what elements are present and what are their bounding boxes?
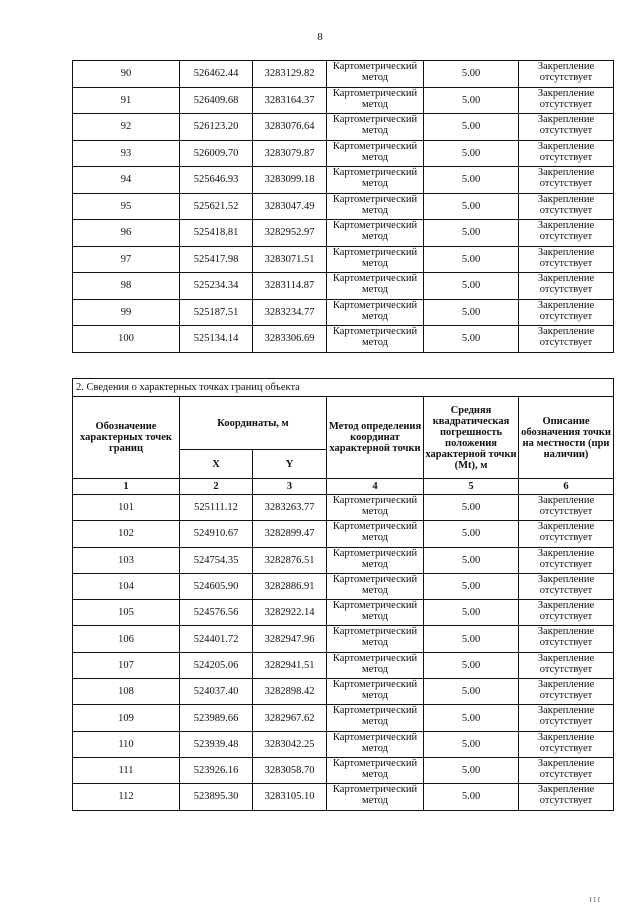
accuracy-cell: 5.00: [424, 220, 519, 247]
accuracy-cell: 5.00: [424, 140, 519, 167]
y-coordinate-cell: 3283263.77: [253, 495, 327, 521]
description-cell: Закрепление отсутствует: [519, 87, 614, 114]
y-coordinate-cell: 3282952.97: [253, 220, 327, 247]
accuracy-cell: 5.00: [424, 626, 519, 652]
header-y: Y: [253, 450, 327, 479]
accuracy-cell: 5.00: [424, 246, 519, 273]
y-coordinate-cell: 3283047.49: [253, 193, 327, 220]
method-cell: Картометрический метод: [327, 679, 424, 705]
y-coordinate-cell: 3283042.25: [253, 731, 327, 757]
y-coordinate-cell: 3283079.87: [253, 140, 327, 167]
table-row: [73, 220, 614, 247]
table-row: [73, 246, 614, 273]
x-coordinate-cell: 524037.40: [180, 679, 253, 705]
column-number: 3: [253, 479, 327, 495]
accuracy-cell: 5.00: [424, 705, 519, 731]
y-coordinate-cell: 3282899.47: [253, 521, 327, 547]
x-coordinate-cell: 525646.93: [180, 167, 253, 194]
accuracy-cell: 5.00: [424, 273, 519, 300]
accuracy-cell: 5.00: [424, 495, 519, 521]
table-row: [73, 705, 614, 731]
accuracy-cell: 5.00: [424, 521, 519, 547]
description-cell: Закрепление отсутствует: [519, 652, 614, 678]
table-row: [73, 573, 614, 599]
x-coordinate-cell: 523895.30: [180, 784, 253, 810]
y-coordinate-cell: 3283306.69: [253, 326, 327, 353]
point-number-cell: 106: [73, 626, 180, 652]
y-coordinate-cell: 3282886.91: [253, 573, 327, 599]
table-row: [73, 784, 614, 810]
method-cell: Картометрический метод: [327, 600, 424, 626]
point-number-cell: 107: [73, 652, 180, 678]
table-row: [73, 652, 614, 678]
x-coordinate-cell: 525134.14: [180, 326, 253, 353]
y-coordinate-cell: 3283164.37: [253, 87, 327, 114]
point-number-cell: 92: [73, 114, 180, 141]
point-number-cell: 102: [73, 521, 180, 547]
x-coordinate-cell: 523926.16: [180, 757, 253, 783]
y-coordinate-cell: 3283076.64: [253, 114, 327, 141]
method-cell: Картометрический метод: [327, 87, 424, 114]
accuracy-cell: 5.00: [424, 652, 519, 678]
x-coordinate-cell: 524576.56: [180, 600, 253, 626]
accuracy-cell: 5.00: [424, 600, 519, 626]
header-accuracy: Средняя квадратическая погрешность положения характерной точки (Mt), м: [424, 397, 519, 479]
x-coordinate-cell: 524605.90: [180, 573, 253, 599]
point-number-cell: 105: [73, 600, 180, 626]
point-number-cell: 97: [73, 246, 180, 273]
description-cell: Закрепление отсутствует: [519, 600, 614, 626]
y-coordinate-cell: 3282922.14: [253, 600, 327, 626]
y-coordinate-cell: 3283129.82: [253, 61, 327, 88]
description-cell: Закрепление отсутствует: [519, 626, 614, 652]
x-coordinate-cell: 524910.67: [180, 521, 253, 547]
table-row: [73, 326, 614, 353]
accuracy-cell: 5.00: [424, 784, 519, 810]
boundary-points-table: [72, 378, 614, 811]
accuracy-cell: 5.00: [424, 573, 519, 599]
description-cell: Закрепление отсутствует: [519, 547, 614, 573]
method-cell: Картометрический метод: [327, 757, 424, 783]
method-cell: Картометрический метод: [327, 731, 424, 757]
method-cell: Картометрический метод: [327, 140, 424, 167]
method-cell: Картометрический метод: [327, 167, 424, 194]
description-cell: Закрепление отсутствует: [519, 299, 614, 326]
x-coordinate-cell: 525417.98: [180, 246, 253, 273]
column-number: 6: [519, 479, 614, 495]
description-cell: Закрепление отсутствует: [519, 521, 614, 547]
method-cell: Картометрический метод: [327, 626, 424, 652]
header-x: X: [180, 450, 253, 479]
description-cell: Закрепление отсутствует: [519, 61, 614, 88]
accuracy-cell: 5.00: [424, 731, 519, 757]
description-cell: Закрепление отсутствует: [519, 114, 614, 141]
y-coordinate-cell: 3283234.77: [253, 299, 327, 326]
description-cell: Закрепление отсутствует: [519, 705, 614, 731]
x-coordinate-cell: 525111.12: [180, 495, 253, 521]
y-coordinate-cell: 3282876.51: [253, 547, 327, 573]
table-row: [73, 679, 614, 705]
x-coordinate-cell: 523989.66: [180, 705, 253, 731]
y-coordinate-cell: 3283099.18: [253, 167, 327, 194]
description-cell: Закрепление отсутствует: [519, 731, 614, 757]
description-cell: Закрепление отсутствует: [519, 273, 614, 300]
table-row: [73, 626, 614, 652]
method-cell: Картометрический метод: [327, 326, 424, 353]
y-coordinate-cell: 3283114.87: [253, 273, 327, 300]
method-cell: Картометрический метод: [327, 220, 424, 247]
point-number-cell: 93: [73, 140, 180, 167]
accuracy-cell: 5.00: [424, 326, 519, 353]
y-coordinate-cell: 3282941.51: [253, 652, 327, 678]
accuracy-cell: 5.00: [424, 87, 519, 114]
accuracy-cell: 5.00: [424, 757, 519, 783]
y-coordinate-cell: 3283071.51: [253, 246, 327, 273]
point-number-cell: 98: [73, 273, 180, 300]
accuracy-cell: 5.00: [424, 299, 519, 326]
description-cell: Закрепление отсутствует: [519, 167, 614, 194]
x-coordinate-cell: 526009.70: [180, 140, 253, 167]
table-row: [73, 140, 614, 167]
table-row: [73, 731, 614, 757]
method-cell: Картометрический метод: [327, 652, 424, 678]
x-coordinate-cell: 523939.48: [180, 731, 253, 757]
accuracy-cell: 5.00: [424, 193, 519, 220]
point-number-cell: 94: [73, 167, 180, 194]
table-row: [73, 114, 614, 141]
method-cell: Картометрический метод: [327, 193, 424, 220]
point-number-cell: 112: [73, 784, 180, 810]
point-number-cell: 103: [73, 547, 180, 573]
x-coordinate-cell: 525418.81: [180, 220, 253, 247]
x-coordinate-cell: 525234.34: [180, 273, 253, 300]
footer-mark: I I I: [589, 896, 600, 904]
point-number-cell: 109: [73, 705, 180, 731]
column-number: 4: [327, 479, 424, 495]
x-coordinate-cell: 525187.51: [180, 299, 253, 326]
method-cell: Картометрический метод: [327, 573, 424, 599]
method-cell: Картометрический метод: [327, 547, 424, 573]
header-designation: Обозначение характерных точек границ: [73, 397, 180, 479]
table-row: [73, 495, 614, 521]
method-cell: Картометрический метод: [327, 114, 424, 141]
method-cell: Картометрический метод: [327, 705, 424, 731]
method-cell: Картометрический метод: [327, 61, 424, 88]
table-row: [73, 167, 614, 194]
description-cell: Закрепление отсутствует: [519, 573, 614, 599]
header-coordinates: Координаты, м: [180, 397, 327, 450]
description-cell: Закрепление отсутствует: [519, 140, 614, 167]
point-number-cell: 95: [73, 193, 180, 220]
table-row: [73, 299, 614, 326]
accuracy-cell: 5.00: [424, 679, 519, 705]
table-row: [73, 193, 614, 220]
table-row: [73, 757, 614, 783]
x-coordinate-cell: 524205.06: [180, 652, 253, 678]
column-number: 5: [424, 479, 519, 495]
x-coordinate-cell: 524401.72: [180, 626, 253, 652]
accuracy-cell: 5.00: [424, 167, 519, 194]
point-number-cell: 110: [73, 731, 180, 757]
point-number-cell: 101: [73, 495, 180, 521]
x-coordinate-cell: 526409.68: [180, 87, 253, 114]
point-number-cell: 96: [73, 220, 180, 247]
table-row: [73, 547, 614, 573]
point-number-cell: 99: [73, 299, 180, 326]
x-coordinate-cell: 524754.35: [180, 547, 253, 573]
description-cell: Закрепление отсутствует: [519, 679, 614, 705]
x-coordinate-cell: 526123.20: [180, 114, 253, 141]
x-coordinate-cell: 525621.52: [180, 193, 253, 220]
points-table-continued: [72, 60, 614, 353]
accuracy-cell: 5.00: [424, 114, 519, 141]
column-number: 1: [73, 479, 180, 495]
table-row: [73, 600, 614, 626]
method-cell: Картометрический метод: [327, 521, 424, 547]
x-coordinate-cell: 526462.44: [180, 61, 253, 88]
description-cell: Закрепление отсутствует: [519, 246, 614, 273]
description-cell: Закрепление отсутствует: [519, 784, 614, 810]
method-cell: Картометрический метод: [327, 784, 424, 810]
y-coordinate-cell: 3282947.96: [253, 626, 327, 652]
point-number-cell: 100: [73, 326, 180, 353]
description-cell: Закрепление отсутствует: [519, 220, 614, 247]
description-cell: Закрепление отсутствует: [519, 193, 614, 220]
method-cell: Картометрический метод: [327, 273, 424, 300]
method-cell: Картометрический метод: [327, 246, 424, 273]
table-row: [73, 87, 614, 114]
description-cell: Закрепление отсутствует: [519, 326, 614, 353]
header-description: Описание обозначения точки на местности (при наличии): [519, 397, 614, 479]
table-row: [73, 521, 614, 547]
point-number-cell: 104: [73, 573, 180, 599]
table-row: [73, 61, 614, 88]
table-row: [73, 273, 614, 300]
y-coordinate-cell: 3283058.70: [253, 757, 327, 783]
page-number: 8: [317, 31, 323, 43]
y-coordinate-cell: 3282967.62: [253, 705, 327, 731]
y-coordinate-cell: 3282898.42: [253, 679, 327, 705]
section-title: 2. Сведения о характерных точках границ объекта: [73, 379, 614, 397]
header-method: Метод определения координат характерной точки: [327, 397, 424, 479]
description-cell: Закрепление отсутствует: [519, 757, 614, 783]
point-number-cell: 91: [73, 87, 180, 114]
method-cell: Картометрический метод: [327, 299, 424, 326]
accuracy-cell: 5.00: [424, 547, 519, 573]
column-number: 2: [180, 479, 253, 495]
description-cell: Закрепление отсутствует: [519, 495, 614, 521]
accuracy-cell: 5.00: [424, 61, 519, 88]
y-coordinate-cell: 3283105.10: [253, 784, 327, 810]
method-cell: Картометрический метод: [327, 495, 424, 521]
point-number-cell: 111: [73, 757, 180, 783]
point-number-cell: 90: [73, 61, 180, 88]
point-number-cell: 108: [73, 679, 180, 705]
